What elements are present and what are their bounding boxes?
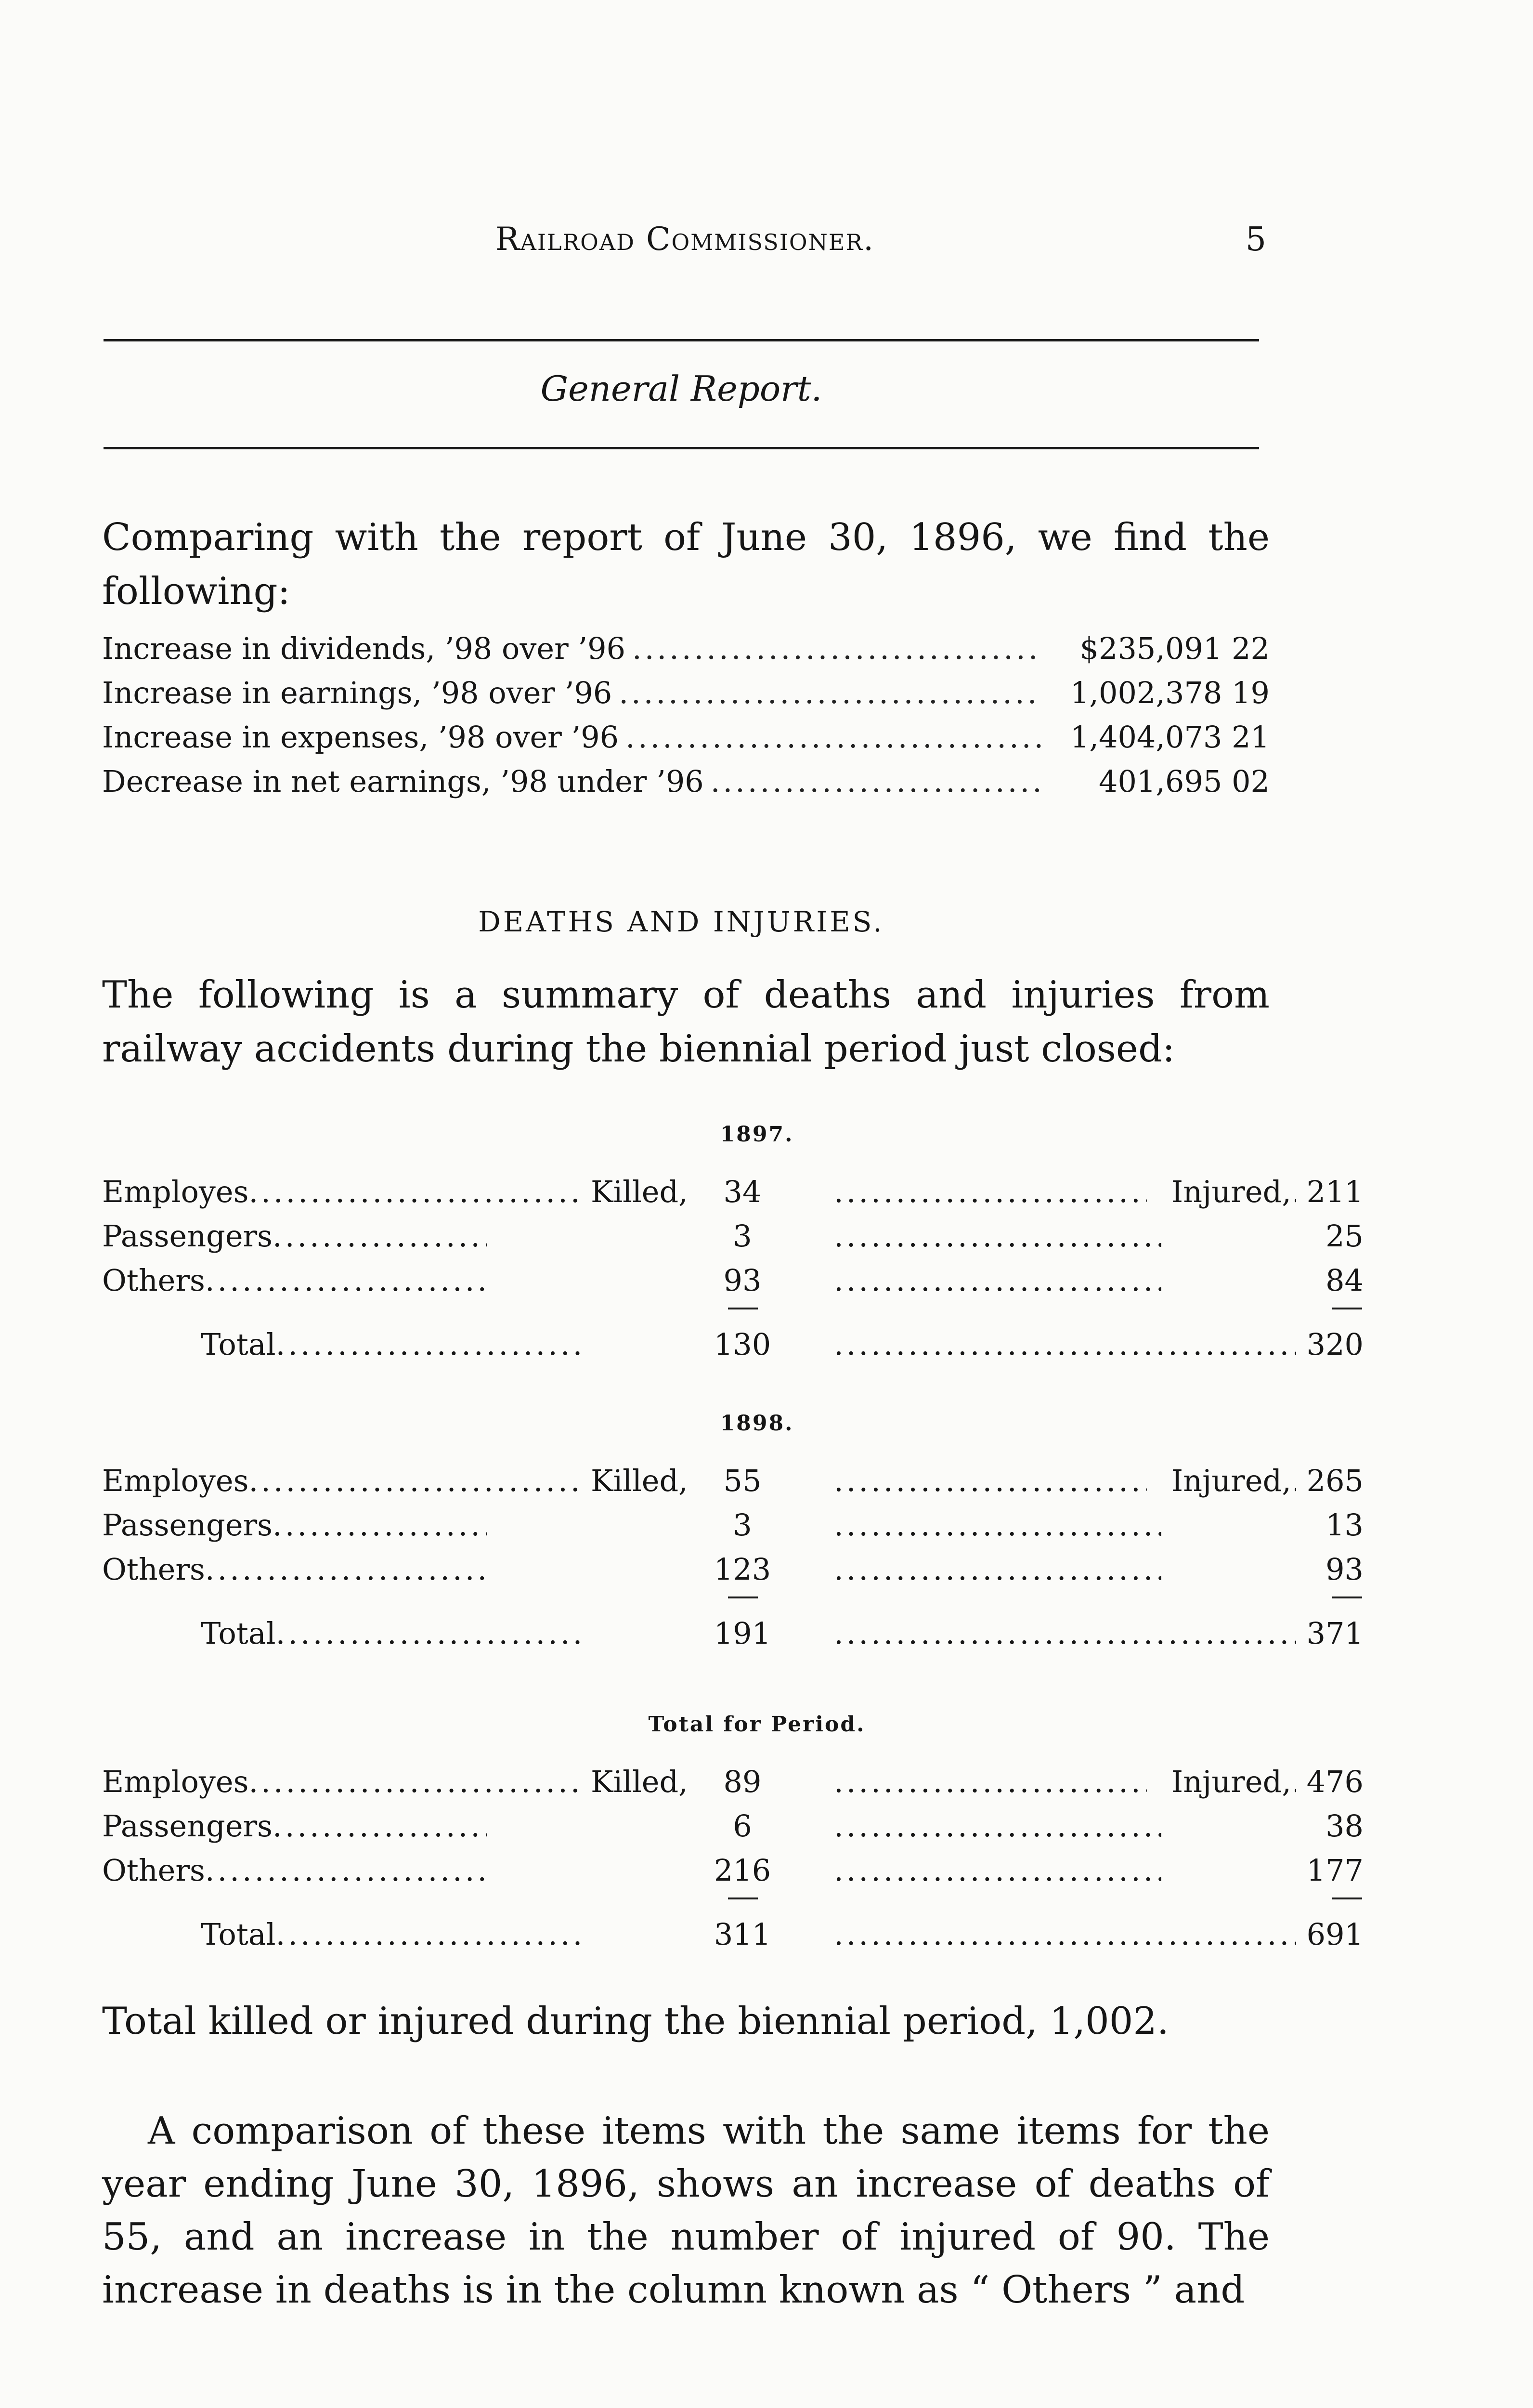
injured-value: 265 — [1306, 1463, 1364, 1498]
injured-value: 211 — [1306, 1174, 1364, 1209]
running-title: Railroad Commissioner. — [495, 221, 875, 258]
leader-dots — [834, 1616, 1296, 1651]
leader-dots — [834, 1327, 1296, 1362]
sum-rule — [728, 1308, 758, 1309]
killed-value: 216 — [714, 1853, 771, 1888]
sum-rule — [728, 1898, 758, 1899]
total-label: Total ..... — [201, 1327, 586, 1362]
table-row — [102, 1764, 1364, 1808]
comparison-amount: 1,404,073 21 — [1070, 720, 1270, 755]
leader-dots — [834, 1552, 1161, 1587]
injured-value: 13 — [1325, 1507, 1364, 1543]
row-label: Passengers ..... — [102, 1507, 487, 1543]
comparison-label: Increase in dividends, ’98 over ’96 — [102, 631, 626, 666]
comparison-intro: Comparing with the report of June 30, 1896, we find the following: — [102, 516, 1270, 613]
leader-dots — [834, 1218, 1161, 1254]
killed-value: 93 — [723, 1263, 762, 1298]
killed-label: Killed, — [591, 1174, 688, 1209]
killed-total: 130 — [714, 1327, 771, 1362]
injured-value: 25 — [1325, 1218, 1364, 1254]
killed-value: 123 — [714, 1552, 771, 1587]
injured-value: 93 — [1325, 1552, 1364, 1587]
comparison-row — [102, 764, 1270, 808]
killed-label: Killed, — [591, 1463, 688, 1498]
comparison-label: Increase in earnings, ’98 over ’96 — [102, 675, 612, 710]
deaths-intro: The following is a summary of deaths and injuries from railway accidents during the biennial period just closed: — [102, 973, 1270, 1071]
comparison-amount: 401,695 02 — [1099, 764, 1270, 799]
deaths-heading — [104, 905, 1259, 938]
comparison-label: Decrease in net earnings, ’98 under ’96 — [102, 764, 704, 799]
leader-dots — [619, 675, 1041, 710]
comparison-amount: $235,091 22 — [1079, 631, 1270, 666]
table-row — [102, 1507, 1364, 1552]
closing-paragraph: A comparison of these items with the same items for the year ending June 30, 1896, shows an increase of deaths of 55, and an increase in the number of injured of 90. The increase in deaths is in the column known as “ Others ” and — [102, 2109, 1270, 2312]
comparison-row — [102, 675, 1270, 720]
total-killed-injured: Total killed or injured during the biennial period, 1,002. — [102, 2000, 1169, 2043]
leader-dots — [625, 720, 1041, 755]
table-row — [102, 1174, 1364, 1218]
killed-value: 55 — [723, 1463, 762, 1498]
comparison-list — [102, 631, 1270, 808]
comparison-amount: 1,002,378 19 — [1070, 675, 1270, 710]
running-header — [104, 221, 1266, 278]
comparison-row — [102, 720, 1270, 764]
leader-dots — [834, 1853, 1161, 1888]
leader-dots — [834, 1808, 1161, 1844]
table-heading: 1897. — [720, 1122, 794, 1147]
page-number: 5 — [1245, 221, 1266, 259]
table-heading: Total for Period. — [648, 1712, 866, 1737]
row-label: Employes ..... — [102, 1174, 584, 1209]
leader-dots — [834, 1917, 1296, 1952]
table-row — [102, 1218, 1364, 1263]
injured-value: 84 — [1325, 1263, 1364, 1298]
leader-dots — [834, 1507, 1161, 1543]
killed-value: 3 — [733, 1218, 752, 1254]
table-row — [102, 1808, 1364, 1853]
injured-value: 177 — [1306, 1853, 1364, 1888]
row-label: Others ..... — [102, 1552, 487, 1587]
row-label: Employes ..... — [102, 1764, 584, 1799]
sum-rule — [1332, 1308, 1362, 1309]
table-heading: 1898. — [720, 1411, 794, 1436]
killed-value: 6 — [733, 1808, 752, 1844]
injured-label: Injured, — [1147, 1764, 1291, 1799]
injured-total: 320 — [1306, 1327, 1364, 1362]
total-label: Total ..... — [201, 1616, 586, 1651]
table-row — [102, 1463, 1364, 1507]
injured-value: 38 — [1325, 1808, 1364, 1844]
sum-rule — [1332, 1597, 1362, 1598]
killed-value: 34 — [723, 1174, 762, 1209]
leader-dots — [632, 631, 1041, 666]
top-rule — [104, 339, 1259, 341]
killed-total: 311 — [714, 1917, 771, 1952]
injured-total: 691 — [1306, 1917, 1364, 1952]
table-total-row — [102, 1616, 1364, 1660]
comparison-label: Increase in expenses, ’98 over ’96 — [102, 720, 619, 755]
killed-value: 89 — [723, 1764, 762, 1799]
total-label: Total ..... — [201, 1917, 586, 1952]
section-title: General Report. — [540, 368, 822, 409]
killed-total: 191 — [714, 1616, 771, 1651]
killed-value: 3 — [733, 1507, 752, 1543]
row-label: Passengers ..... — [102, 1808, 487, 1844]
injured-total: 371 — [1306, 1616, 1364, 1651]
killed-label: Killed, — [591, 1764, 688, 1799]
row-label: Others ..... — [102, 1263, 487, 1298]
deaths-heading-text: DEATHS AND INJURIES. — [478, 905, 884, 938]
injured-label: Injured, — [1147, 1463, 1291, 1498]
injured-label: Injured, — [1147, 1174, 1291, 1209]
leader-dots — [711, 764, 1041, 799]
bottom-rule — [104, 447, 1259, 449]
table-row — [102, 1552, 1364, 1596]
table-total-row — [102, 1917, 1364, 1961]
table-row — [102, 1263, 1364, 1307]
table-row — [102, 1853, 1364, 1897]
table-total-row — [102, 1327, 1364, 1371]
sum-rule — [1332, 1898, 1362, 1899]
sum-rule — [728, 1597, 758, 1598]
row-label: Employes ..... — [102, 1463, 584, 1498]
row-label: Passengers ..... — [102, 1218, 487, 1254]
leader-dots — [834, 1263, 1161, 1298]
row-label: Others ..... — [102, 1853, 487, 1888]
injured-value: 476 — [1306, 1764, 1364, 1799]
comparison-row — [102, 631, 1270, 675]
